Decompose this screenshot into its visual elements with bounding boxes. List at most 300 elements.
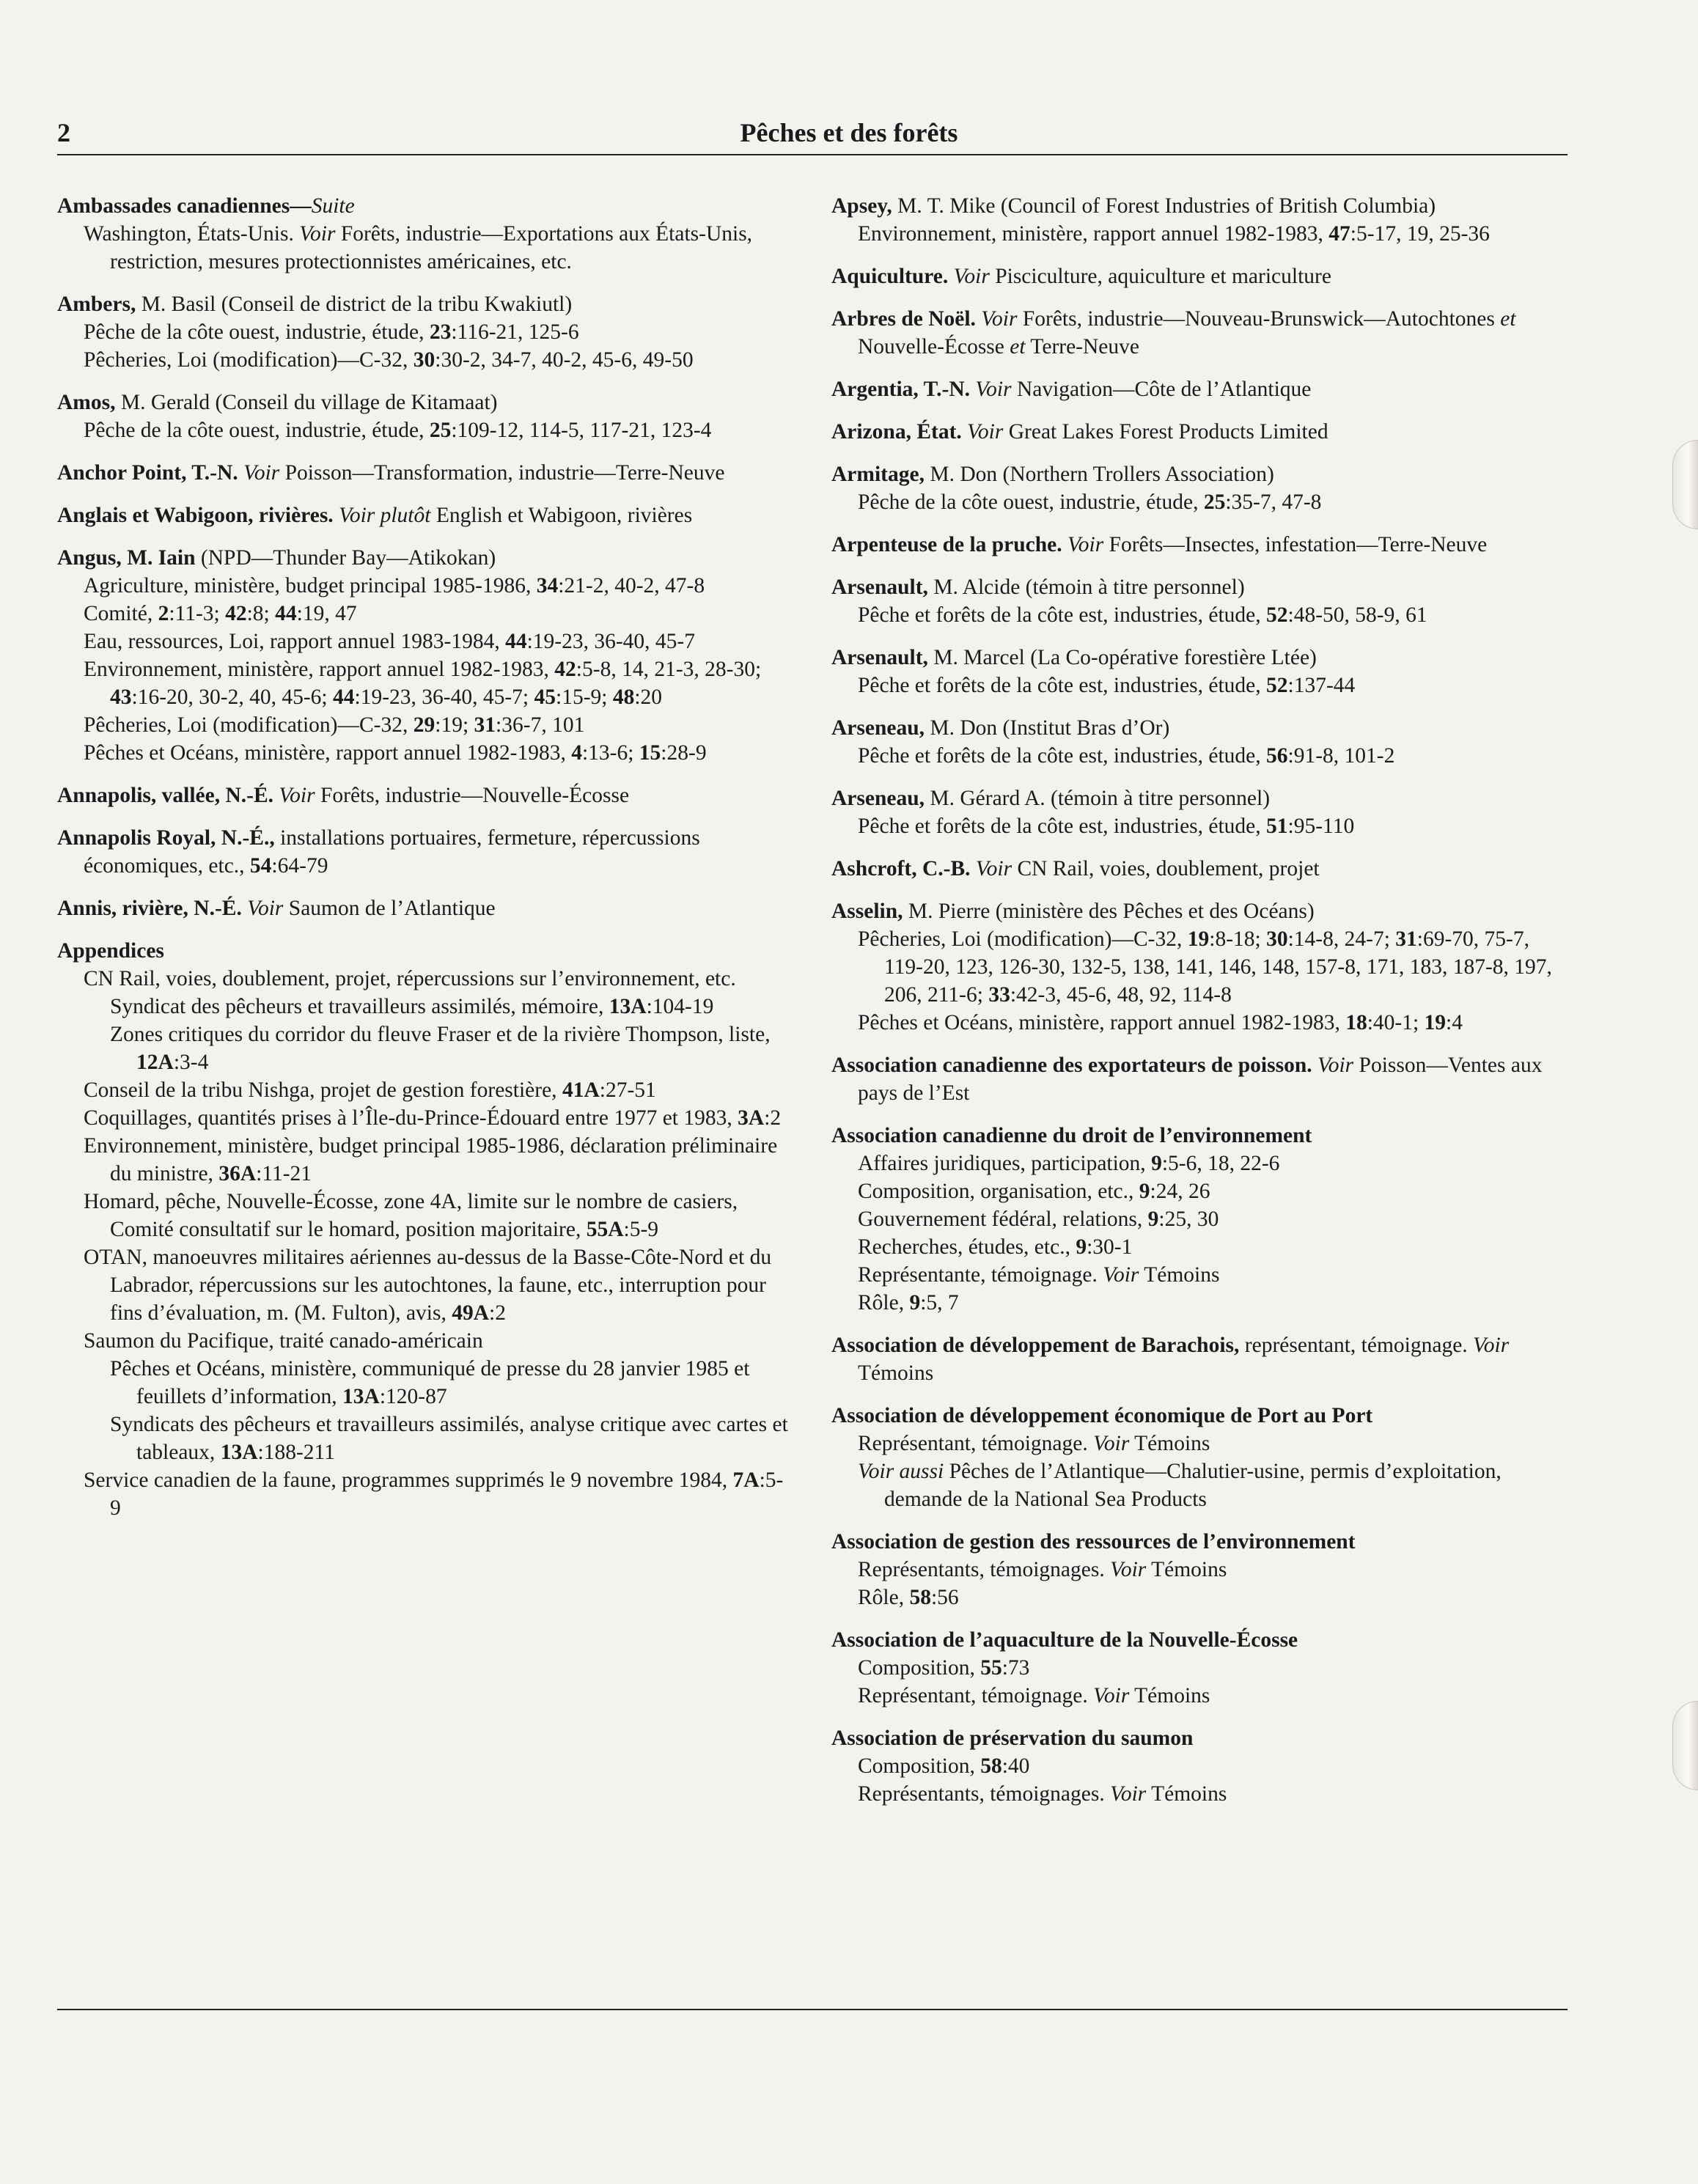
entry-heading bbox=[831, 573, 1567, 601]
text-run: Représentant, témoignage. bbox=[858, 1684, 1094, 1707]
text-run: Suite bbox=[311, 194, 355, 218]
entry-subheading bbox=[57, 1466, 790, 1522]
entry-subheading bbox=[831, 812, 1567, 840]
entry-heading bbox=[831, 1122, 1567, 1150]
text-run: Arbres de Noël. bbox=[831, 307, 976, 331]
entry-heading bbox=[57, 937, 790, 965]
text-run: 19 bbox=[1187, 927, 1210, 951]
text-run: (NPD—Thunder Bay—Atikokan) bbox=[195, 546, 496, 570]
entry-subheading bbox=[831, 1177, 1567, 1205]
text-run: Washington, États-Unis. bbox=[84, 222, 300, 246]
entry-heading bbox=[831, 855, 1567, 883]
index-entry bbox=[831, 644, 1567, 699]
text-run: :13-6; bbox=[581, 741, 639, 765]
entry-subheading bbox=[831, 1289, 1567, 1317]
index-entry bbox=[57, 937, 790, 1522]
text-run: :19-23, 36-40, 45-7 bbox=[526, 630, 696, 653]
text-run: :20 bbox=[634, 685, 663, 709]
text-run: M. Gerald (Conseil du village de Kitamaat) bbox=[115, 391, 498, 414]
text-run: Pêche et forêts de la côte est, industries, étude, bbox=[858, 744, 1267, 768]
text-run: Voir bbox=[247, 897, 284, 920]
entry-subheading bbox=[831, 1233, 1567, 1261]
text-run: Pêcheries, Loi (modification)—C-32, bbox=[84, 713, 414, 737]
text-run: Environnement, ministère, rapport annuel 1982-1983, bbox=[858, 222, 1329, 246]
text-run: Conseil de la tribu Nishga, projet de gestion forestière, bbox=[84, 1078, 562, 1102]
entry-subheading bbox=[57, 711, 790, 739]
text-run: :56 bbox=[930, 1586, 959, 1609]
entry-subheading bbox=[831, 1556, 1567, 1584]
entry-subheading bbox=[831, 672, 1567, 699]
entry-subheading bbox=[57, 1132, 790, 1188]
entry-subsubheading bbox=[57, 993, 790, 1021]
text-run: Navigation—Côte de l’Atlantique bbox=[1011, 378, 1312, 401]
text-run: 56 bbox=[1266, 744, 1288, 768]
text-run: :40-1; bbox=[1367, 1011, 1425, 1034]
text-run: Armitage, bbox=[831, 463, 925, 486]
text-run: Ambassades canadiennes bbox=[57, 194, 290, 218]
text-run: 3A bbox=[738, 1106, 765, 1130]
entry-heading bbox=[57, 894, 790, 922]
text-run: Pêcheries, Loi (modification)—C-32, bbox=[84, 348, 414, 372]
text-run: Arizona, État. bbox=[831, 420, 962, 444]
text-run: :2 bbox=[489, 1301, 506, 1325]
text-run: Arpenteuse de la pruche. bbox=[831, 533, 1062, 556]
text-run: :64-79 bbox=[271, 854, 328, 878]
text-run: Composition, bbox=[858, 1656, 981, 1680]
index-entry bbox=[57, 824, 790, 880]
text-run: Représentant, témoignage. bbox=[858, 1432, 1094, 1455]
index-entry bbox=[831, 418, 1567, 446]
text-run: Poisson—Ventes aux pays de l’Est bbox=[858, 1054, 1543, 1105]
index-entry bbox=[57, 782, 790, 809]
text-run: Pêche et forêts de la côte est, industries, étude, bbox=[858, 815, 1267, 838]
index-entry bbox=[57, 290, 790, 374]
text-run: M. Pierre (ministère des Pêches et des Océans) bbox=[903, 900, 1315, 923]
text-run: Rôle, bbox=[858, 1586, 910, 1609]
text-run: Voir bbox=[1110, 1782, 1147, 1806]
text-run: 55 bbox=[980, 1656, 1002, 1680]
text-run: Témoins bbox=[1146, 1782, 1227, 1806]
text-run: M. Basil (Conseil de district de la tribu Kwakiutl) bbox=[136, 293, 573, 316]
index-entry bbox=[57, 894, 790, 922]
text-run: :4 bbox=[1446, 1011, 1463, 1034]
entry-heading bbox=[57, 459, 790, 487]
text-run: Voir bbox=[975, 857, 1012, 880]
text-run: M. T. Mike (Council of Forest Industries of British Columbia) bbox=[892, 194, 1436, 218]
entry-subheading bbox=[831, 1150, 1567, 1177]
text-run: 12A bbox=[136, 1051, 174, 1074]
text-run: :8; bbox=[246, 602, 276, 625]
text-run: Voir bbox=[279, 784, 315, 807]
index-entry bbox=[57, 389, 790, 444]
text-run: Voir bbox=[953, 265, 990, 288]
index-entry bbox=[831, 1724, 1567, 1808]
text-run: Gouvernement fédéral, relations, bbox=[858, 1207, 1148, 1231]
text-run: :5-9 bbox=[623, 1218, 659, 1241]
text-run: :8-18; bbox=[1209, 927, 1267, 951]
text-run: 44 bbox=[333, 685, 355, 709]
text-run: Voir bbox=[1110, 1558, 1147, 1581]
text-run: Angus, M. Iain bbox=[57, 546, 196, 570]
entry-subheading bbox=[57, 1243, 790, 1327]
text-run: English et Wabigoon, rivières bbox=[430, 504, 693, 527]
text-run: :25, 30 bbox=[1158, 1207, 1219, 1231]
entry-heading bbox=[831, 305, 1567, 361]
entry-heading bbox=[57, 389, 790, 416]
entry-subheading bbox=[57, 220, 790, 276]
text-run: :11-3; bbox=[169, 602, 226, 625]
text-run: :24, 26 bbox=[1150, 1180, 1210, 1203]
text-run: M. Don (Northern Trollers Association) bbox=[924, 463, 1274, 486]
text-run: M. Alcide (témoin à titre personnel) bbox=[927, 576, 1245, 599]
binder-hole-bottom bbox=[1672, 1701, 1698, 1790]
index-column-right bbox=[831, 192, 1567, 1823]
text-run: Appendices bbox=[57, 939, 164, 963]
entry-heading bbox=[831, 262, 1567, 290]
text-run: Aquiculture. bbox=[831, 265, 949, 288]
text-run: :21-2, 40-2, 47-8 bbox=[558, 574, 705, 598]
text-run: :73 bbox=[1001, 1656, 1030, 1680]
text-run: :69-70, 75-7, 119-20, 123, 126-30, 132-5, 138, 141, 146, 148, 157-8, 171, 183, 187-8, 197, 206, 211-6; bbox=[884, 927, 1552, 1007]
text-run: Voir aussi bbox=[858, 1460, 944, 1483]
entry-heading bbox=[831, 714, 1567, 742]
text-run: Voir bbox=[243, 461, 280, 485]
text-run: 31 bbox=[1395, 927, 1417, 951]
text-run bbox=[238, 461, 243, 485]
text-run: Annapolis, vallée, N.-É. bbox=[57, 784, 274, 807]
text-run: 48 bbox=[612, 685, 635, 709]
text-run: Témoins bbox=[858, 1361, 934, 1385]
text-run: Voir bbox=[1067, 533, 1104, 556]
text-run: :35-7, 47-8 bbox=[1225, 490, 1322, 514]
text-run bbox=[1312, 1054, 1317, 1077]
text-run: Composition, organisation, etc., bbox=[858, 1180, 1139, 1203]
text-run: Pêches de l’Atlantique—Chalutier-usine, permis d’exploitation, demande de la National Sea Products bbox=[884, 1460, 1502, 1511]
text-run: :5-8, 14, 21-3, 28-30; bbox=[576, 658, 762, 681]
entry-heading bbox=[57, 501, 790, 529]
entry-subheading bbox=[831, 742, 1567, 770]
text-run: 34 bbox=[536, 574, 559, 598]
text-run: 9 bbox=[909, 1291, 921, 1315]
page-number: 2 bbox=[57, 118, 70, 147]
text-run: Service canadien de la faune, programmes supprimés le 9 novembre 1984, bbox=[84, 1468, 733, 1492]
entry-heading bbox=[831, 192, 1567, 220]
index-entry bbox=[57, 192, 790, 276]
text-run: Ambers, bbox=[57, 293, 136, 316]
entry-subheading bbox=[831, 1205, 1567, 1233]
entry-heading bbox=[831, 531, 1567, 559]
text-run: 7A bbox=[732, 1468, 760, 1492]
index-entry bbox=[831, 573, 1567, 629]
text-run: 23 bbox=[429, 320, 452, 344]
entry-subheading bbox=[57, 572, 790, 600]
bottom-rule bbox=[57, 2009, 1567, 2010]
index-entry bbox=[831, 855, 1567, 883]
text-run: 2 bbox=[158, 602, 169, 625]
entry-subheading bbox=[57, 318, 790, 346]
text-run: Coquillages, quantités prises à l’Île-du-Prince-Édouard entre 1977 et 1983, bbox=[84, 1106, 738, 1130]
text-run: Pisciculture, aquiculture et mariculture bbox=[989, 265, 1331, 288]
entry-subheading bbox=[57, 1188, 790, 1243]
entry-subheading bbox=[831, 488, 1567, 516]
index-entry bbox=[831, 1528, 1567, 1611]
text-run: Voir bbox=[1093, 1432, 1130, 1455]
text-run: — bbox=[290, 194, 312, 218]
text-run: 42 bbox=[554, 658, 576, 681]
text-run: 43 bbox=[110, 685, 132, 709]
index-entry bbox=[831, 897, 1567, 1037]
text-run: 42 bbox=[225, 602, 247, 625]
entry-subheading bbox=[831, 1261, 1567, 1289]
index-entry bbox=[831, 192, 1567, 248]
text-run: Poisson—Transformation, industrie—Terre-Neuve bbox=[279, 461, 725, 485]
text-run: Pêche de la côte ouest, industrie, étude, bbox=[858, 490, 1204, 514]
text-run: Représentants, témoignages. bbox=[858, 1558, 1111, 1581]
text-run: Association de développement économique de Port au Port bbox=[831, 1404, 1373, 1427]
text-run bbox=[334, 504, 339, 527]
text-run: Forêts, industrie—Exportations aux États-Unis, restriction, mesures protectionnistes américaines, etc. bbox=[110, 222, 753, 273]
text-run: :95-110 bbox=[1287, 815, 1355, 838]
text-run: Association de préservation du saumon bbox=[831, 1727, 1194, 1750]
text-run: Apsey, bbox=[831, 194, 892, 218]
entry-subsubheading bbox=[57, 1355, 790, 1411]
text-run: CN Rail, voies, doublement, projet, répercussions sur l’environnement, etc. bbox=[84, 967, 736, 990]
text-run: Pêche de la côte ouest, industrie, étude, bbox=[84, 320, 430, 344]
text-run: Association de l’aquaculture de la Nouvelle-Écosse bbox=[831, 1628, 1298, 1652]
entry-subheading bbox=[57, 965, 790, 993]
entry-heading bbox=[831, 1051, 1567, 1107]
text-run: :116-21, 125-6 bbox=[451, 320, 579, 344]
text-run: M. Don (Institut Bras d’Or) bbox=[925, 716, 1170, 740]
text-run: :5-9 bbox=[110, 1468, 784, 1520]
text-run: 13A bbox=[342, 1385, 380, 1408]
entry-subheading bbox=[831, 1457, 1567, 1513]
text-run: Association canadienne des exportateurs de poisson. bbox=[831, 1054, 1312, 1077]
entry-heading bbox=[831, 1402, 1567, 1430]
entry-heading bbox=[831, 375, 1567, 403]
entry-subheading bbox=[831, 1752, 1567, 1780]
text-run: 33 bbox=[988, 983, 1010, 1007]
text-run: Voir bbox=[967, 420, 1004, 444]
index-entry bbox=[831, 531, 1567, 559]
text-run: CN Rail, voies, doublement, projet bbox=[1012, 857, 1320, 880]
text-run: Forêts, industrie—Nouvelle-Écosse bbox=[315, 784, 630, 807]
entry-subheading bbox=[831, 1654, 1567, 1682]
text-run: :15-9; bbox=[556, 685, 613, 709]
text-run: Anchor Point, T.-N. bbox=[57, 461, 238, 485]
text-run: Témoins bbox=[1129, 1432, 1210, 1455]
text-run: :91-8, 101-2 bbox=[1287, 744, 1395, 768]
text-run: :28-9 bbox=[661, 741, 707, 765]
text-run: Environnement, ministère, budget principal 1985-1986, déclaration préliminaire du ministre, bbox=[84, 1134, 778, 1185]
text-run: Arsenault, bbox=[831, 646, 928, 669]
entry-subheading bbox=[831, 1780, 1567, 1808]
entry-heading bbox=[57, 290, 790, 318]
text-run bbox=[948, 265, 953, 288]
index-entry bbox=[831, 1402, 1567, 1513]
text-run: installations portuaires, fermeture, répercussions économiques, etc., bbox=[84, 826, 700, 878]
index-entry bbox=[57, 459, 790, 487]
text-run: 25 bbox=[1203, 490, 1226, 514]
index-entry bbox=[831, 1122, 1567, 1317]
text-run: Pêche et forêts de la côte est, industries, étude, bbox=[858, 674, 1267, 697]
text-run: 13A bbox=[609, 995, 647, 1018]
text-run: Eau, ressources, Loi, rapport annuel 1983-1984, bbox=[84, 630, 506, 653]
text-run: 29 bbox=[413, 713, 435, 737]
entry-subheading bbox=[57, 739, 790, 767]
entry-subheading bbox=[831, 220, 1567, 248]
text-run: Annis, rivière, N.-É. bbox=[57, 897, 242, 920]
entry-subheading bbox=[57, 1076, 790, 1104]
index-entry bbox=[831, 375, 1567, 403]
text-run: 45 bbox=[534, 685, 556, 709]
text-run: 52 bbox=[1266, 674, 1288, 697]
index-entry bbox=[831, 1051, 1567, 1107]
entry-heading bbox=[831, 460, 1567, 488]
text-run: Voir bbox=[1317, 1054, 1354, 1077]
text-run: :14-8, 24-7; bbox=[1287, 927, 1396, 951]
entry-heading bbox=[831, 418, 1567, 446]
text-run: 58 bbox=[909, 1586, 931, 1609]
entry-subsubheading bbox=[57, 1411, 790, 1466]
entry-subheading bbox=[831, 1584, 1567, 1611]
text-run: Voir bbox=[1103, 1263, 1139, 1287]
text-run: :5-17, 19, 25-36 bbox=[1350, 222, 1490, 246]
text-run: Comité, bbox=[84, 602, 158, 625]
text-run: M. Marcel (La Co-opérative forestière Ltée) bbox=[927, 646, 1317, 669]
text-run: Pêches et Océans, ministère, communiqué de presse du 28 janvier 1985 et feuillets d’information, bbox=[110, 1357, 750, 1408]
entry-heading bbox=[831, 1331, 1567, 1387]
text-run: 9 bbox=[1076, 1235, 1087, 1259]
index-entry bbox=[831, 714, 1567, 770]
text-run: 9 bbox=[1139, 1180, 1150, 1203]
text-run: :30-1 bbox=[1087, 1235, 1133, 1259]
text-run: Saumon de l’Atlantique bbox=[283, 897, 496, 920]
text-run: 44 bbox=[505, 630, 527, 653]
text-run: :30-2, 34-7, 40-2, 45-6, 49-50 bbox=[435, 348, 694, 372]
entry-heading bbox=[831, 1528, 1567, 1556]
text-run: Arseneau, bbox=[831, 716, 925, 740]
text-run: Environnement, ministère, rapport annuel 1982-1983, bbox=[84, 658, 555, 681]
text-run: Argentia, T.-N. bbox=[831, 378, 970, 401]
text-run: Arseneau, bbox=[831, 787, 925, 810]
entry-subheading bbox=[57, 655, 790, 711]
top-rule bbox=[57, 154, 1567, 155]
text-run: Pêche de la côte ouest, industrie, étude, bbox=[84, 419, 430, 442]
text-run: Association de gestion des ressources de l’environnement bbox=[831, 1530, 1356, 1554]
text-run: Pêches et Océans, ministère, rapport annuel 1982-1983, bbox=[858, 1011, 1346, 1034]
index-entry bbox=[831, 784, 1567, 840]
text-run: Arsenault, bbox=[831, 576, 928, 599]
entry-subheading bbox=[57, 628, 790, 655]
entry-subheading bbox=[831, 1009, 1567, 1037]
text-run: Forêts—Insectes, infestation—Terre-Neuve bbox=[1103, 533, 1488, 556]
text-run: 9 bbox=[1151, 1152, 1162, 1175]
text-run: :48-50, 58-9, 61 bbox=[1287, 603, 1427, 627]
entry-subheading bbox=[57, 416, 790, 444]
text-run: Great Lakes Forest Products Limited bbox=[1003, 420, 1328, 444]
text-run: :109-12, 114-5, 117-21, 123-4 bbox=[451, 419, 712, 442]
text-run: Annapolis Royal, N.-É., bbox=[57, 826, 275, 850]
text-run: Terre-Neuve bbox=[1025, 335, 1139, 359]
index-entry bbox=[831, 460, 1567, 516]
text-run: :104-19 bbox=[646, 995, 714, 1018]
text-run bbox=[971, 857, 976, 880]
text-run: Syndicats des pêcheurs et travailleurs assimilés, analyse critique avec cartes et tableaux, bbox=[110, 1413, 788, 1464]
text-run: 13A bbox=[220, 1441, 258, 1464]
entry-heading bbox=[831, 897, 1567, 925]
text-run: Voir bbox=[1093, 1684, 1130, 1707]
text-run: 19 bbox=[1424, 1011, 1447, 1034]
text-run: Voir bbox=[1473, 1334, 1510, 1357]
text-run: :36-7, 101 bbox=[496, 713, 585, 737]
text-run: :5, 7 bbox=[920, 1291, 959, 1315]
text-run: 30 bbox=[1266, 927, 1288, 951]
text-run: :188-211 bbox=[257, 1441, 335, 1464]
text-run: Composition, bbox=[858, 1754, 981, 1778]
text-run: Témoins bbox=[1129, 1684, 1210, 1707]
text-run: :11-21 bbox=[256, 1162, 312, 1185]
text-run: M. Gérard A. (témoin à titre personnel) bbox=[925, 787, 1271, 810]
entry-subsubheading bbox=[57, 1021, 790, 1076]
text-run: 41A bbox=[562, 1078, 600, 1102]
entry-heading bbox=[57, 782, 790, 809]
text-run: Ashcroft, C.-B. bbox=[831, 857, 971, 880]
text-run: Saumon du Pacifique, traité canado-américain bbox=[84, 1329, 483, 1353]
text-run: :16-20, 30-2, 40, 45-6; bbox=[131, 685, 333, 709]
text-run: Voir bbox=[981, 307, 1018, 331]
text-run: et bbox=[1500, 307, 1516, 331]
text-run: :120-87 bbox=[379, 1385, 447, 1408]
entry-heading bbox=[831, 644, 1567, 672]
text-run: 15 bbox=[639, 741, 661, 765]
index-column-left bbox=[57, 192, 790, 1537]
entry-heading bbox=[831, 784, 1567, 812]
text-run: Zones critiques du corridor du fleuve Fraser et de la rivière Thompson, liste, bbox=[110, 1023, 771, 1046]
text-run: Asselin, bbox=[831, 900, 903, 923]
text-run: :27-51 bbox=[599, 1078, 656, 1102]
entry-subheading bbox=[831, 601, 1567, 629]
text-run: Témoins bbox=[1146, 1558, 1227, 1581]
text-run: 31 bbox=[474, 713, 496, 737]
text-run: Pêcheries, Loi (modification)—C-32, bbox=[858, 927, 1188, 951]
text-run: Association canadienne du droit de l’environnement bbox=[831, 1124, 1312, 1147]
index-entry bbox=[831, 305, 1567, 361]
text-run: Association de développement de Barachois, bbox=[831, 1334, 1240, 1357]
text-run: 25 bbox=[429, 419, 452, 442]
text-run: représentant, témoignage. bbox=[1239, 1334, 1474, 1357]
text-run: :3-4 bbox=[173, 1051, 209, 1074]
index-entry bbox=[831, 1626, 1567, 1710]
text-run: Anglais et Wabigoon, rivières. bbox=[57, 504, 334, 527]
text-run: 36A bbox=[218, 1162, 257, 1185]
text-run: Affaires juridiques, participation, bbox=[858, 1152, 1152, 1175]
text-run: Voir bbox=[299, 222, 336, 246]
index-entry bbox=[57, 501, 790, 529]
text-run: :42-3, 45-6, 48, 92, 114-8 bbox=[1010, 983, 1232, 1007]
text-run: Pêches et Océans, ministère, rapport annuel 1982-1983, bbox=[84, 741, 572, 765]
entry-subheading bbox=[57, 1104, 790, 1132]
entry-subheading bbox=[831, 1430, 1567, 1457]
text-run: 4 bbox=[571, 741, 582, 765]
text-run: :137-44 bbox=[1287, 674, 1356, 697]
text-run: Témoins bbox=[1139, 1263, 1220, 1287]
text-run: :19, 47 bbox=[296, 602, 357, 625]
entry-subheading bbox=[57, 600, 790, 628]
page-title: Pêches et des forêts bbox=[740, 118, 958, 147]
text-run: Voir plutôt bbox=[339, 504, 431, 527]
text-run: 30 bbox=[413, 348, 435, 372]
